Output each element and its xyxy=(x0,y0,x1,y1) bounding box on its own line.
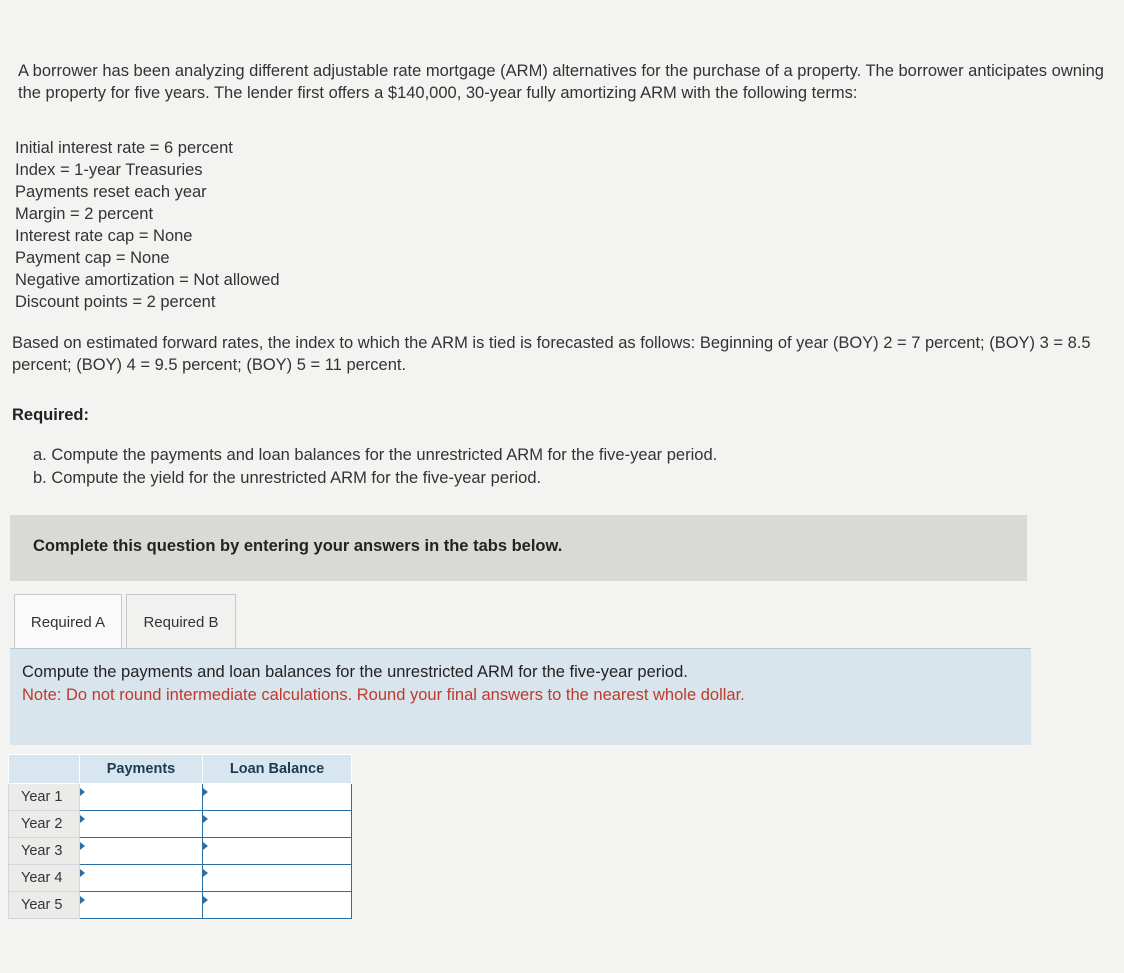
input-marker-icon xyxy=(80,788,85,796)
input-marker-icon xyxy=(203,842,208,850)
payment-cell-year-3[interactable] xyxy=(80,838,203,865)
table-row xyxy=(9,811,352,838)
term-negative-amortization: Negative amortization = Not allowed xyxy=(15,271,280,289)
balance-input-year-3[interactable] xyxy=(203,838,351,864)
input-marker-icon xyxy=(203,815,208,823)
complete-question-banner xyxy=(10,515,1027,581)
input-marker-icon xyxy=(80,869,85,877)
payment-cell-year-4[interactable] xyxy=(80,865,203,892)
term-payment-cap: Payment cap = None xyxy=(15,249,170,267)
row-label-year-2: Year 2 xyxy=(9,811,80,838)
payment-cell-year-1[interactable] xyxy=(80,784,203,811)
index-forecast: Based on estimated forward rates, the index to which the ARM is tied is forecasted as follows: Beginning of year (BOY) 2 = 7 percent; (BOY) 3 = 8.5 percent; (BOY) 4 = 9.5 percent; (BOY) 5 = 11 percent. xyxy=(12,334,1091,374)
balance-cell-year-3[interactable] xyxy=(203,838,352,865)
tab-required-a[interactable]: Required A xyxy=(14,594,122,650)
input-marker-icon xyxy=(203,869,208,877)
balance-cell-year-2[interactable] xyxy=(203,811,352,838)
payment-cell-year-5[interactable] xyxy=(80,892,203,919)
balance-cell-year-1[interactable] xyxy=(203,784,352,811)
answer-table xyxy=(8,754,352,919)
input-marker-icon xyxy=(203,788,208,796)
table-row xyxy=(9,784,352,811)
table-row xyxy=(9,865,352,892)
rounding-note: Note: Do not round intermediate calculations. Round your final answers to the nearest whole dollar. xyxy=(22,686,745,704)
tab-required-b[interactable]: Required B xyxy=(126,594,236,650)
term-index: Index = 1-year Treasuries xyxy=(15,161,203,179)
banner-text: Complete this question by entering your answers in the tabs below. xyxy=(33,537,563,555)
balance-input-year-5[interactable] xyxy=(203,892,351,918)
payment-input-year-4[interactable] xyxy=(80,865,202,891)
instruction-text: Compute the payments and loan balances for the unrestricted ARM for the five-year period. xyxy=(22,663,688,681)
row-label-year-3: Year 3 xyxy=(9,838,80,865)
table-row xyxy=(9,838,352,865)
table-row xyxy=(9,892,352,919)
payment-input-year-2[interactable] xyxy=(80,811,202,837)
required-heading: Required: xyxy=(12,406,90,424)
term-discount-points: Discount points = 2 percent xyxy=(15,293,216,311)
input-marker-icon xyxy=(80,842,85,850)
term-interest-cap: Interest rate cap = None xyxy=(15,227,193,245)
row-label-year-1: Year 1 xyxy=(9,784,80,811)
row-label-year-5: Year 5 xyxy=(9,892,80,919)
payment-input-year-5[interactable] xyxy=(80,892,202,918)
input-marker-icon xyxy=(80,815,85,823)
problem-intro: A borrower has been analyzing different adjustable rate mortgage (ARM) alternatives for the purchase of a property. The borrower anticipates owning the property for five years. The lender first offers a $140,000, 30-year fully amortizing ARM with the following terms: xyxy=(18,62,1104,102)
balance-cell-year-4[interactable] xyxy=(203,865,352,892)
input-marker-icon xyxy=(80,896,85,904)
requirements-list xyxy=(33,444,717,490)
instruction-panel xyxy=(10,648,1031,745)
payment-input-year-1[interactable] xyxy=(80,784,202,810)
payment-cell-year-2[interactable] xyxy=(80,811,203,838)
balance-input-year-4[interactable] xyxy=(203,865,351,891)
requirement-b: b. Compute the yield for the unrestricted ARM for the five-year period. xyxy=(33,469,542,487)
header-loan-balance: Loan Balance xyxy=(203,755,352,784)
term-margin: Margin = 2 percent xyxy=(15,205,154,223)
header-payments: Payments xyxy=(80,755,203,784)
payment-input-year-3[interactable] xyxy=(80,838,202,864)
requirement-a: a. Compute the payments and loan balances for the unrestricted ARM for the five-year period. xyxy=(33,446,718,464)
header-blank xyxy=(9,755,80,784)
term-payment-reset: Payments reset each year xyxy=(15,183,207,201)
balance-input-year-2[interactable] xyxy=(203,811,351,837)
loan-terms-list xyxy=(15,137,280,313)
term-initial-rate: Initial interest rate = 6 percent xyxy=(15,139,233,157)
balance-input-year-1[interactable] xyxy=(203,784,351,810)
input-marker-icon xyxy=(203,896,208,904)
balance-cell-year-5[interactable] xyxy=(203,892,352,919)
row-label-year-4: Year 4 xyxy=(9,865,80,892)
